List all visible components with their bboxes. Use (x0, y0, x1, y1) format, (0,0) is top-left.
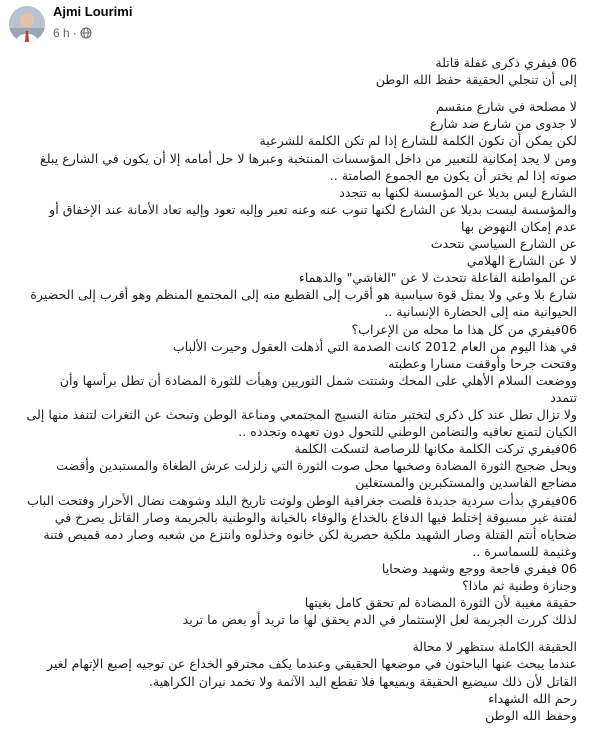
post-text-line: 06فيفري بدأت سردية جديدة قلصت جغرافية الوطن ولوثت تاريخ البلد وشوهت نضال الأحرار وفتحت الباب (27, 492, 577, 508)
post-text-line: حقيقة مغيبة لأن الثورة المضادة لم تحقق كامل بغيتها (304, 595, 577, 611)
post-text-line: 06 فيفري فاجعة ووجع وشهيد وضحايا (381, 560, 577, 576)
globe-icon[interactable] (80, 27, 92, 39)
post-timestamp[interactable]: 6 h (53, 26, 70, 40)
post-text-line: ولا تزال تطل عند كل ذكرى لتختبر متانة النسيج المجتمعي ومناعة الوطن وتبحث عن الثغرات لتنفذ منها إلى (26, 407, 577, 422)
post-text-line: عدم إمكان النهوض بها (460, 218, 577, 234)
post-text-line: وحفظ الله الوطن (485, 707, 577, 723)
post-text-line: لا مصلحة في شارع منقسم (436, 99, 577, 115)
post-text-line: لا عن الشارع الهلامي (466, 253, 577, 269)
post-text-line: في هذا اليوم من العام 2012 كانت الصدمة التي أذهلت العقول وحيرت الألباب (172, 338, 577, 354)
post-text-line: 06 فيفري ذكرى غفلة قاتلة (435, 55, 577, 70)
post-text-line: ووضعت السلام الأهلي على المحك وشتتت شمل الثوريين وهيأت للثورة المضادة أن تطل برأسها وأن (59, 372, 577, 388)
author-name[interactable]: Ajmi Lourimi (53, 4, 133, 19)
post-text-line: الكيان لتمنع تعافيه والتضامن الوطني للتحول دون تعهده وتجدده .. (238, 424, 577, 440)
post-text-line: 06فيفري تركت الكلمة مكانها للرصاصة لتسكت الكلمة (294, 441, 577, 457)
post-text-line: ضحاياه أنتم القتلة وصار الشهيد ملكية حصرية لكن خانوه وخذلوه وانتزع من شعبه وصار دمه قميص فتنة (43, 526, 577, 542)
profile-photo-icon (9, 6, 45, 42)
post-text-line: وغنيمة للسماسرة .. (472, 543, 577, 559)
post-header (0, 0, 591, 52)
post-text-line: ومن لا يجد إمكانية للتعبير من داخل المؤسسات المنتخبة وعبرها لا حل أمامه إلا أن يكون في الشارع يبلغ (40, 150, 577, 166)
author-avatar[interactable] (9, 6, 45, 42)
post-text-line: لا جدوى من شارع ضد شارع (429, 116, 577, 132)
post-text-line: والمؤسسة ليست بديلا عن الشارع لكنها تنوب عنه وعنه تعبر وإليه تعود وإليه تعاد الأمانة عند الإخفاق أو (49, 201, 577, 217)
post-text-line: صوته إذا لم يختر أن يكون مع الجموع الصامتة .. (329, 167, 577, 183)
post-text-line: الحقيقة الكاملة ستظهر لا محالة (412, 639, 577, 655)
post-text-line: لذلك كررت الجريمة لعل الإستثمار في الدم يحقق لها ما تريد أو بعض ما تريد (182, 612, 577, 628)
post-text-line: إلى أن تنجلي الحقيقة حفظ الله الوطن (375, 72, 577, 88)
post-meta (53, 26, 92, 40)
post-text-line: القاتل لأن ذلك سيضيع الحقيقة ويميعها فلا تقطع اليد الآثمة ولا تخمد نيران الكراهية. (148, 673, 577, 689)
post-text-line: عن الشارع السياسي نتحدث (430, 236, 577, 251)
post-text-line: شارع بلا وعي ولا يمثل قوة سياسية هو أقرب إلى القطيع منه إلى المجتمع المنظم وهو أقرب إلى الحضيرة (30, 287, 577, 303)
post-text-line: وفتحت جرحا وأوقفت مسارا وعطبته (388, 355, 577, 371)
post-text-line: رحم الله الشهداء (488, 690, 577, 706)
post-text-line: عندما يبحث عنها الباحثون في موضعها الحقيقي وعندما يكف محترفو الخداع عن توجيه إصبع الإتهام لغير (46, 656, 577, 672)
post-text-line: تتمدد (550, 389, 577, 405)
post-text-line: مضاجع الفاسدين والمستكبرين والمستغلين (355, 475, 577, 491)
post-text-line: الشارع ليس بديلا عن المؤسسة لكنها به تتجدد (339, 184, 577, 200)
post-text-line: ويحل ضجيج الثورة المضادة وصخبها محل صوت الثورة التي زلزلت عرش الطغاة والمستبدين وأقضت (56, 458, 577, 474)
post-text-line: لفتنة غير مسبوقة إختلط فيها الدفاع بالخداع والوفاء بالخيانة والوطنية بالجريمة وصار القاتل يصرخ في (54, 509, 577, 525)
post-text-line: الحيوانية منه إلى الحضارة الإنسانية .. (384, 304, 577, 320)
post-text-line: وجنازة وطنية ثم ماذا؟ (462, 578, 577, 593)
post-text-line: 06فيفري من كل هذا ما محله من الإعراب؟ (351, 321, 577, 337)
post-text-line: لكن يمكن أن تكون الكلمة للشارع إذا لم تكن الكلمة للشرعية (259, 133, 577, 149)
post-text-line: عن المواطنة الفاعلة نتحدث لا عن "الغاشي" والدهماء (298, 270, 577, 286)
meta-separator: · (72, 26, 77, 40)
